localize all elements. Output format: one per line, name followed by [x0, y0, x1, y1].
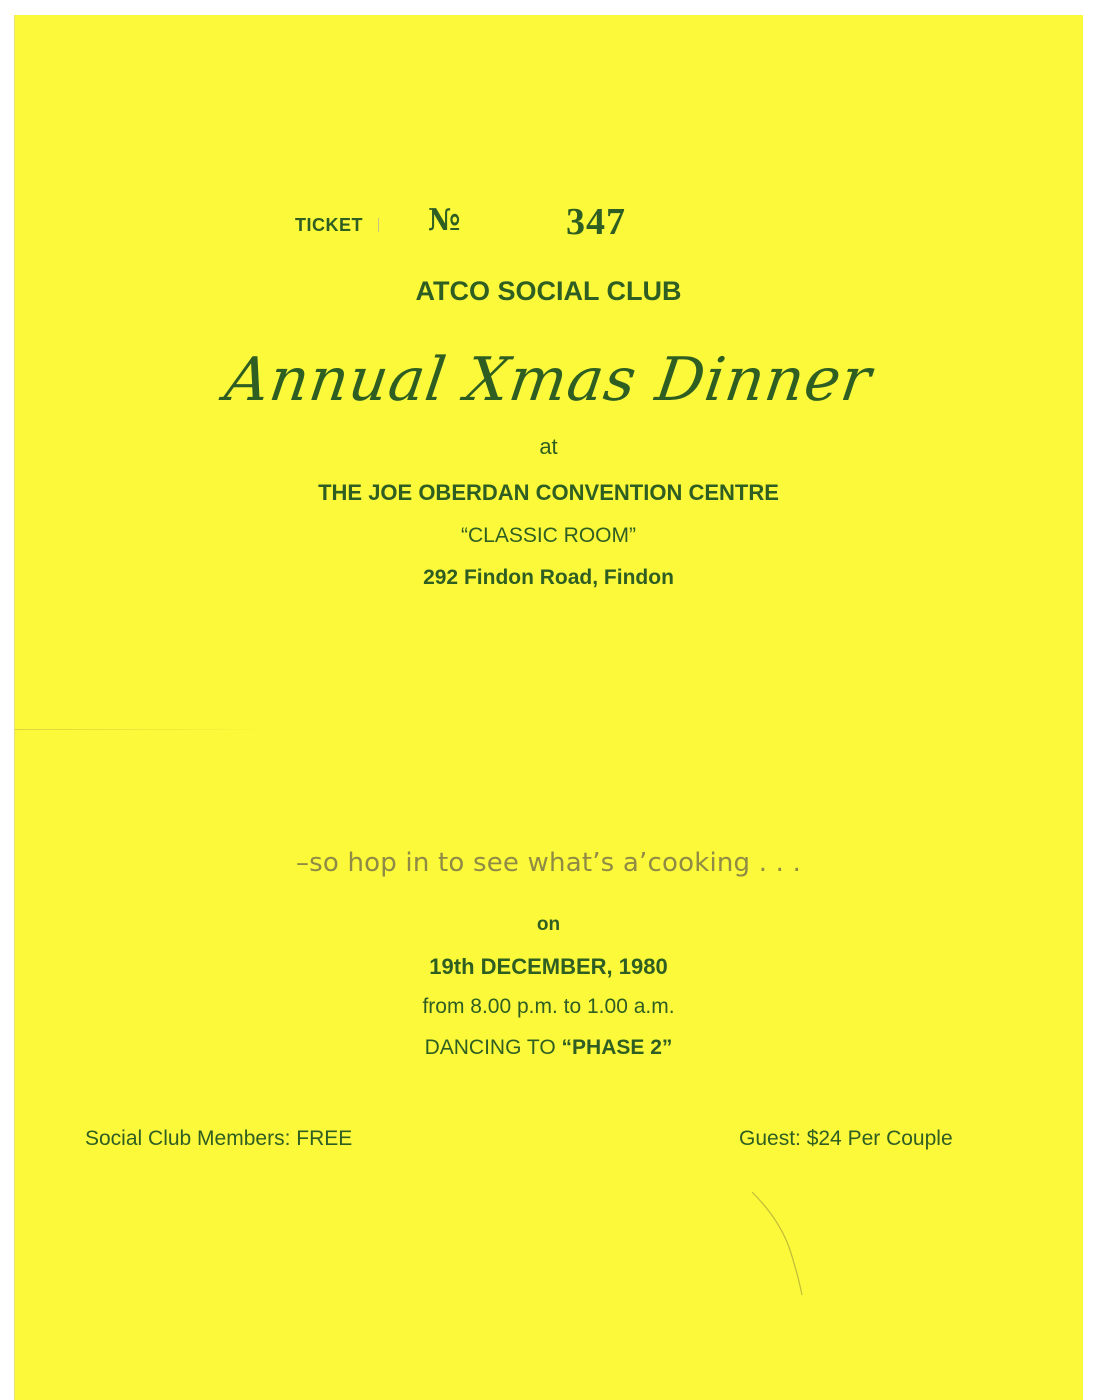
- event-title: Annual Xmas Dinner: [220, 345, 877, 415]
- venue-name: THE JOE OBERDAN CONVENTION CENTRE: [318, 480, 779, 505]
- guest-price: Guest: $24 Per Couple: [739, 1127, 953, 1150]
- ticket-label: TICKET: [295, 215, 363, 235]
- venue-room: “CLASSIC ROOM”: [460, 524, 636, 547]
- members-price: Social Club Members: FREE: [85, 1127, 353, 1150]
- numero-sign-icon: №: [428, 203, 461, 238]
- fold-line: [15, 729, 275, 730]
- ticket-separator: [378, 218, 379, 232]
- tagline: –so hop in to see what’s a’cooking . . .: [295, 848, 802, 878]
- organizer-name: ATCO SOCIAL CLUB: [415, 276, 682, 306]
- dancing-prefix: DANCING TO: [424, 1036, 562, 1059]
- event-date: 19th DECEMBER, 1980: [429, 954, 668, 979]
- band-name: “PHASE 2”: [561, 1036, 673, 1059]
- event-time: from 8.00 p.m. to 1.00 a.m.: [422, 995, 675, 1018]
- venue-at: at: [539, 434, 558, 459]
- ticket-paper: [14, 15, 1083, 1400]
- ticket-number: 347: [566, 201, 626, 243]
- pen-mark-icon: [740, 1180, 860, 1320]
- venue-address: 292 Findon Road, Findon: [423, 566, 674, 589]
- date-on: on: [536, 914, 561, 935]
- dancing-line: [0, 1036, 1097, 1060]
